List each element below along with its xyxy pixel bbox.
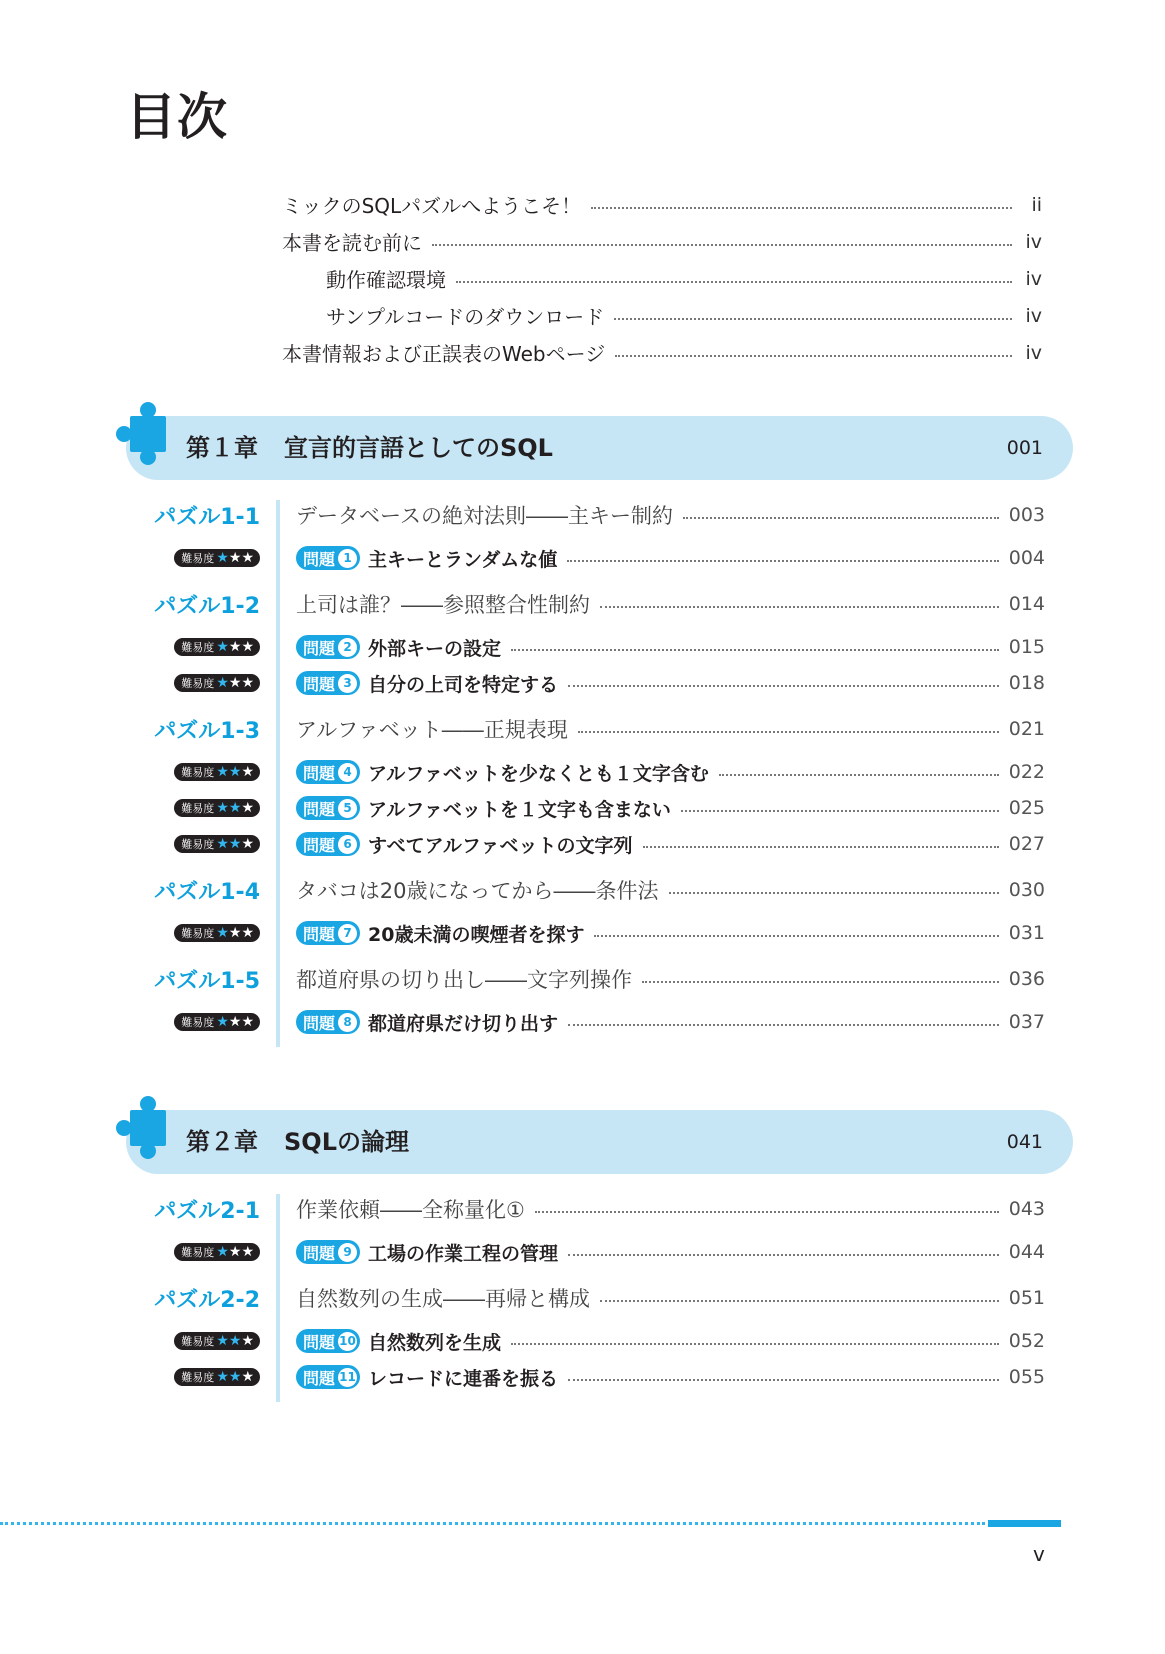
- puzzle-entry[interactable]: [140, 589, 1045, 619]
- entry-page: 021: [1008, 718, 1045, 740]
- dotted-leader: [643, 846, 999, 848]
- entry-left: [140, 835, 260, 853]
- entry-left: [140, 875, 260, 906]
- chapter-number: 第１章: [186, 434, 258, 462]
- footer-accent-bar: [988, 1520, 1061, 1527]
- toc-entry-label: 動作確認環境: [326, 268, 446, 292]
- problem-number: 8: [338, 1013, 357, 1032]
- problem-label: 問題: [303, 1013, 336, 1033]
- problem-entry[interactable]: [140, 543, 1045, 573]
- chapter-title: [186, 416, 553, 480]
- front-matter-list: [282, 186, 1042, 371]
- dotted-leader: [568, 1024, 999, 1026]
- chapter-number: 第２章: [186, 1128, 258, 1156]
- problem-badge: [296, 796, 360, 820]
- problem-badge: [296, 635, 360, 659]
- entry-left: [140, 549, 260, 567]
- dotted-leader: [669, 892, 999, 894]
- dotted-leader: [615, 355, 1012, 357]
- star-icon: ★: [216, 639, 229, 655]
- chapter-page: 001: [1006, 437, 1043, 459]
- problem-badge: [296, 1240, 360, 1264]
- star-icon: ★: [216, 800, 229, 816]
- dotted-leader: [511, 649, 999, 651]
- entry-main: [296, 1283, 1045, 1313]
- entry-page: 043: [1008, 1198, 1045, 1220]
- difficulty-badge: [174, 835, 260, 853]
- toc-entry[interactable]: [282, 260, 1042, 297]
- chapter-name: SQLの論理: [284, 1128, 409, 1156]
- difficulty-label: 難易度: [181, 552, 215, 565]
- chapter-header[interactable]: [118, 1110, 1073, 1174]
- puzzle-title: アルファベット――正規表現: [296, 718, 568, 742]
- dotted-leader: [567, 560, 998, 562]
- problem-badge: [296, 760, 360, 784]
- entry-left: [140, 964, 260, 995]
- difficulty-label: 難易度: [181, 1335, 215, 1348]
- difficulty-label: 難易度: [181, 802, 215, 815]
- problem-entry[interactable]: [140, 793, 1045, 823]
- difficulty-badge: [174, 1013, 260, 1031]
- problem-number: 1: [338, 549, 357, 568]
- puzzle-title: 上司は誰？――参照整合性制約: [296, 593, 590, 617]
- problem-label: 問題: [303, 1332, 336, 1352]
- entry-main: [296, 831, 1045, 858]
- entry-main: [296, 1239, 1045, 1266]
- problem-label: 問題: [303, 549, 336, 569]
- problem-entry[interactable]: [140, 1326, 1045, 1356]
- problem-number: 11: [338, 1368, 357, 1387]
- toc-entry-page: iv: [1025, 341, 1042, 364]
- entry-left: [140, 589, 260, 620]
- problem-badge: [296, 671, 360, 695]
- dotted-leader: [614, 318, 1012, 320]
- entry-page: 022: [1008, 761, 1045, 783]
- difficulty-badge: [174, 1243, 260, 1261]
- problem-title: 工場の作業工程の管理: [368, 1242, 559, 1265]
- star-icon: ★: [241, 550, 254, 566]
- toc-entry[interactable]: [282, 223, 1042, 260]
- entry-left: [140, 1013, 260, 1031]
- puzzle-piece-icon: [114, 396, 194, 476]
- entry-page: 025: [1008, 797, 1045, 819]
- difficulty-badge: [174, 1332, 260, 1350]
- entry-page: 027: [1008, 833, 1045, 855]
- entry-page: 004: [1008, 547, 1045, 569]
- chapter-page: 041: [1006, 1131, 1043, 1153]
- entry-left: [140, 799, 260, 817]
- entry-page: 003: [1008, 504, 1045, 526]
- problem-title: 外部キーの設定: [368, 637, 502, 660]
- toc-entry-label: サンプルコードのダウンロード: [326, 305, 605, 329]
- entry-main: [296, 1328, 1045, 1355]
- entry-left: [140, 500, 260, 531]
- puzzle-entry[interactable]: [140, 964, 1045, 994]
- entry-left: [140, 1243, 260, 1261]
- star-icon: ★: [228, 1244, 242, 1260]
- dotted-leader: [719, 774, 999, 776]
- problem-badge: [296, 1329, 360, 1353]
- star-icon: ★: [216, 925, 229, 941]
- star-icon: ★: [216, 1014, 229, 1030]
- problem-number: 5: [338, 799, 357, 818]
- star-icon: ★: [216, 836, 229, 852]
- problem-title: 都道府県だけ切り出す: [368, 1012, 559, 1035]
- entry-page: 015: [1008, 636, 1045, 658]
- problem-number: 7: [338, 924, 357, 943]
- chapter-contents: [140, 500, 1045, 1047]
- star-icon: ★: [228, 1333, 242, 1349]
- dotted-leader: [591, 207, 1012, 209]
- entry-page: 014: [1008, 593, 1045, 615]
- dotted-leader: [535, 1211, 999, 1213]
- puzzle-piece-icon: [114, 1090, 194, 1170]
- difficulty-label: 難易度: [181, 1246, 215, 1259]
- problem-number: 9: [338, 1243, 357, 1262]
- problem-title: アルファベットを少なくとも１文字含む: [368, 762, 709, 785]
- star-icon: ★: [216, 1244, 229, 1260]
- problem-label: 問題: [303, 835, 336, 855]
- chapter-name: 宣言的言語としてのSQL: [284, 434, 553, 462]
- problem-label: 問題: [303, 763, 336, 783]
- entry-left: [140, 763, 260, 781]
- toc-entry[interactable]: [282, 186, 1042, 223]
- page-title: 目次: [126, 88, 228, 146]
- difficulty-badge: [174, 1368, 260, 1386]
- star-icon: ★: [241, 836, 254, 852]
- star-icon: ★: [228, 764, 242, 780]
- entry-main: [296, 875, 1045, 905]
- problem-entry[interactable]: [140, 1237, 1045, 1267]
- star-icon: ★: [241, 800, 254, 816]
- puzzle-title: タバコは20歳になってから――条件法: [296, 879, 659, 903]
- problem-entry[interactable]: [140, 829, 1045, 859]
- puzzle-label: パズル2-1: [154, 1198, 260, 1224]
- puzzle-label: パズル1-2: [154, 593, 260, 619]
- problem-entry[interactable]: [140, 668, 1045, 698]
- entry-main: [296, 795, 1045, 822]
- star-icon: ★: [228, 1014, 242, 1030]
- dotted-leader: [642, 981, 999, 983]
- difficulty-label: 難易度: [181, 927, 215, 940]
- star-icon: ★: [216, 1369, 229, 1385]
- entry-page: 055: [1008, 1366, 1045, 1388]
- dotted-leader: [568, 1254, 999, 1256]
- dotted-leader: [511, 1343, 999, 1345]
- dotted-leader: [594, 935, 998, 937]
- problem-title: アルファベットを１文字も含まない: [368, 798, 671, 821]
- entry-left: [140, 714, 260, 745]
- entry-page: 030: [1008, 879, 1045, 901]
- dotted-leader: [568, 1379, 999, 1381]
- problem-badge: [296, 546, 360, 570]
- star-icon: ★: [241, 1014, 254, 1030]
- difficulty-badge: [174, 799, 260, 817]
- entry-page: 051: [1008, 1287, 1045, 1309]
- entry-left: [140, 1368, 260, 1386]
- problem-title: 主キーとランダムな値: [368, 548, 558, 571]
- star-icon: ★: [216, 764, 229, 780]
- problem-number: 2: [338, 638, 357, 657]
- star-icon: ★: [241, 1333, 254, 1349]
- entry-main: [296, 714, 1045, 744]
- problem-label: 問題: [303, 1243, 336, 1263]
- difficulty-label: 難易度: [181, 838, 215, 851]
- entry-main: [296, 1009, 1045, 1036]
- star-icon: ★: [228, 836, 242, 852]
- problem-title: 20歳未満の喫煙者を探す: [368, 923, 585, 946]
- star-icon: ★: [241, 925, 254, 941]
- puzzle-entry[interactable]: [140, 714, 1045, 744]
- entry-main: [296, 500, 1045, 530]
- entry-left: [140, 924, 260, 942]
- problem-title: 自分の上司を特定する: [368, 673, 559, 696]
- star-icon: ★: [241, 764, 254, 780]
- entry-page: 036: [1008, 968, 1045, 990]
- dotted-leader: [681, 810, 999, 812]
- page-number: v: [1033, 1542, 1045, 1566]
- chapter-title: [186, 1110, 409, 1174]
- puzzle-entry[interactable]: [140, 500, 1045, 530]
- chapter-contents: [140, 1194, 1045, 1402]
- toc-entry-page: ii: [1031, 193, 1042, 216]
- star-icon: ★: [228, 639, 242, 655]
- entry-main: [296, 589, 1045, 619]
- puzzle-title: 都道府県の切り出し――文字列操作: [296, 968, 632, 992]
- puzzle-entry[interactable]: [140, 1283, 1045, 1313]
- star-icon: ★: [228, 550, 242, 566]
- footer-dotted-rule: [0, 1522, 985, 1525]
- dotted-leader: [600, 606, 999, 608]
- difficulty-badge: [174, 924, 260, 942]
- star-icon: ★: [228, 675, 242, 691]
- problem-entry[interactable]: [140, 918, 1045, 948]
- entry-page: 031: [1008, 922, 1045, 944]
- difficulty-badge: [174, 763, 260, 781]
- problem-title: すべてアルファベットの文字列: [368, 834, 633, 857]
- puzzle-title: 自然数列の生成――再帰と構成: [296, 1287, 590, 1311]
- entry-page: 018: [1008, 672, 1045, 694]
- entry-left: [140, 638, 260, 656]
- problem-entry[interactable]: [140, 1362, 1045, 1392]
- puzzle-label: パズル1-5: [154, 968, 260, 994]
- problem-badge: [296, 921, 360, 945]
- difficulty-badge: [174, 638, 260, 656]
- problem-number: 6: [338, 835, 357, 854]
- problem-label: 問題: [303, 924, 336, 944]
- entry-page: 044: [1008, 1241, 1045, 1263]
- dotted-leader: [600, 1300, 999, 1302]
- entry-main: [296, 964, 1045, 994]
- problem-label: 問題: [303, 674, 336, 694]
- entry-left: [140, 1283, 260, 1314]
- problem-number: 4: [338, 763, 357, 782]
- entry-page: 037: [1008, 1011, 1045, 1033]
- dotted-leader: [568, 685, 999, 687]
- puzzle-title: データベースの絶対法則――主キー制約: [296, 504, 673, 528]
- problem-entry[interactable]: [140, 632, 1045, 662]
- star-icon: ★: [241, 1244, 254, 1260]
- star-icon: ★: [241, 1369, 254, 1385]
- problem-number: 3: [338, 674, 357, 693]
- difficulty-label: 難易度: [181, 677, 215, 690]
- toc-entry-page: iv: [1025, 304, 1042, 327]
- puzzle-entry[interactable]: [140, 875, 1045, 905]
- chapter-header[interactable]: [118, 416, 1073, 480]
- toc-entry[interactable]: [282, 334, 1042, 371]
- entry-main: [296, 670, 1045, 697]
- problem-label: 問題: [303, 638, 336, 658]
- entry-main: [296, 1194, 1045, 1224]
- entry-left: [140, 1332, 260, 1350]
- problem-badge: [296, 832, 360, 856]
- toc-entry-page: iv: [1025, 230, 1042, 253]
- problem-label: 問題: [303, 1368, 336, 1388]
- puzzle-entry[interactable]: [140, 1194, 1045, 1224]
- dotted-leader: [578, 731, 999, 733]
- problem-badge: [296, 1365, 360, 1389]
- difficulty-label: 難易度: [181, 1371, 215, 1384]
- dotted-leader: [456, 281, 1012, 283]
- entry-main: [296, 545, 1045, 572]
- star-icon: ★: [216, 1333, 229, 1349]
- entry-page: 052: [1008, 1330, 1045, 1352]
- entry-main: [296, 1364, 1045, 1391]
- problem-number: 10: [338, 1332, 357, 1351]
- problem-title: 自然数列を生成: [368, 1331, 502, 1354]
- difficulty-label: 難易度: [181, 1016, 215, 1029]
- problem-title: レコードに連番を振る: [368, 1367, 559, 1390]
- problem-badge: [296, 1010, 360, 1034]
- entry-left: [140, 1194, 260, 1225]
- star-icon: ★: [228, 800, 242, 816]
- puzzle-label: パズル1-4: [154, 879, 260, 905]
- difficulty-label: 難易度: [181, 766, 215, 779]
- entry-main: [296, 759, 1045, 786]
- difficulty-badge: [174, 549, 260, 567]
- difficulty-badge: [174, 674, 260, 692]
- puzzle-title: 作業依頼――全称量化①: [296, 1198, 525, 1222]
- puzzle-label: パズル1-3: [154, 718, 260, 744]
- puzzle-label: パズル1-1: [154, 504, 260, 530]
- entry-main: [296, 634, 1045, 661]
- star-icon: ★: [228, 925, 242, 941]
- star-icon: ★: [228, 1369, 242, 1385]
- star-icon: ★: [216, 675, 229, 691]
- toc-entry-page: iv: [1025, 267, 1042, 290]
- entry-main: [296, 920, 1045, 947]
- toc-entry[interactable]: [282, 297, 1042, 334]
- difficulty-label: 難易度: [181, 641, 215, 654]
- star-icon: ★: [241, 675, 254, 691]
- star-icon: ★: [241, 639, 254, 655]
- puzzle-label: パズル2-2: [154, 1287, 260, 1313]
- problem-entry[interactable]: [140, 1007, 1045, 1037]
- problem-entry[interactable]: [140, 757, 1045, 787]
- toc-entry-label: 本書情報および正誤表のWebページ: [282, 342, 606, 366]
- dotted-leader: [683, 517, 999, 519]
- problem-label: 問題: [303, 799, 336, 819]
- entry-left: [140, 674, 260, 692]
- dotted-leader: [432, 244, 1012, 246]
- toc-entry-label: 本書を読む前に: [282, 231, 422, 255]
- toc-entry-label: ミックのSQLパズルへようこそ！: [282, 194, 582, 218]
- star-icon: ★: [216, 550, 229, 566]
